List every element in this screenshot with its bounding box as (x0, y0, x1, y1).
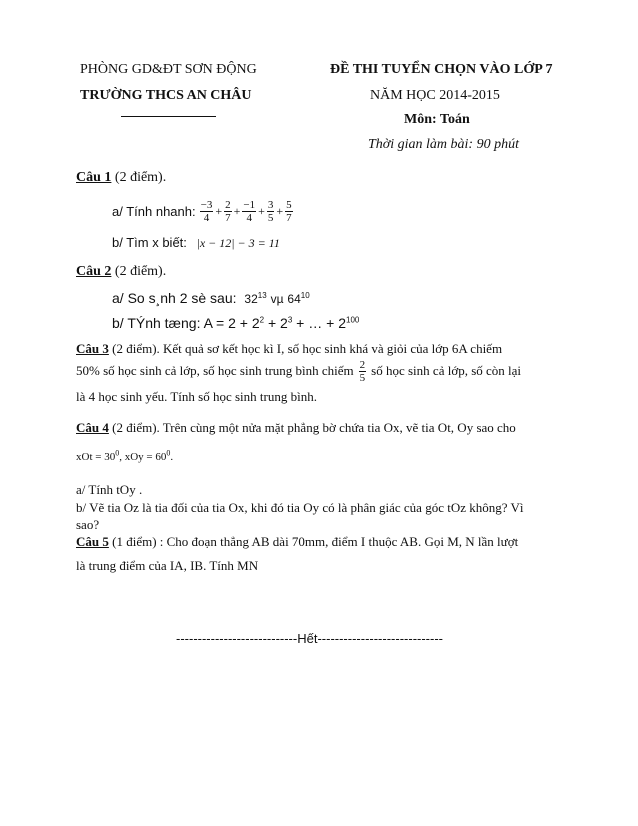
q4-part-b-line1: b/ Vẽ tia Oz là tia đối của tia Ox, khi đó tia Oy có là phân giác của góc tOz không? Vì (76, 500, 524, 515)
exam-time: Thời gian làm bài: 90 phút (368, 137, 519, 152)
q4-title: Câu 4 (76, 420, 109, 435)
fraction: $\frac{-1}{4}$ (243, 198, 256, 224)
exam-title: ĐỀ THI TUYỂN CHỌN VÀO LỚP 7 (330, 62, 553, 77)
q3-line2 (76, 356, 521, 386)
q2-heading (76, 264, 166, 280)
q2-points: (2 điểm). (111, 264, 167, 279)
q3-text2a: 50% số học sinh cả lớp, số học sinh trung bình chiếm (76, 363, 354, 378)
plus-sign: + (276, 203, 284, 218)
fraction: $\frac{5}{7}$ (286, 198, 292, 224)
q1-b-label: b/ Tìm x biết: (112, 235, 187, 250)
q2-a-number1: $32^{13}$ (244, 291, 267, 306)
q3-line3: là 4 học sinh yếu. Tính số học sinh trung bình. (76, 389, 317, 404)
school-year: NĂM HỌC 2014-2015 (370, 88, 500, 103)
q1-title: Câu 1 (76, 170, 112, 185)
q1-points: (2 điểm). (111, 170, 167, 185)
q4-part-b-line2: sao? (76, 517, 100, 532)
subject-line: Môn: Toán (404, 112, 470, 127)
q5-line2: là trung điểm của IA, IB. Tính MN (76, 558, 259, 573)
q2-part-a (112, 290, 310, 306)
q4-angles: xOt = $30^0$, xOy = $60^0$. (76, 448, 174, 463)
q5-text1: (1 điểm) : Cho đoạn thẳng AB dài 70mm, điểm I thuộc AB. Gọi M, N lần lượt (108, 534, 519, 549)
q3-text1: (2 điểm). Kết quả sơ kết học kì I, số học sinh khá và giỏi của lớp 6A chiếm (108, 341, 503, 356)
q1-heading (76, 170, 166, 186)
q4-text1: (2 điểm). Trên cùng một nửa mặt phẳng bờ chứa tia Ox, vẽ tia Ot, Oy sao cho (108, 420, 516, 435)
q3-line1 (76, 341, 502, 357)
fraction: $\frac{2}{7}$ (225, 198, 231, 224)
q5-title: Câu 5 (76, 534, 109, 549)
header-underline (121, 116, 216, 117)
end-dashes-left: ---------------------------- (176, 631, 298, 646)
end-marker (176, 631, 443, 646)
q4-line1 (76, 420, 516, 436)
q1-b-expression: |x − 12| − 3 = 11 (196, 236, 280, 250)
q2-a-conj: vµ (270, 292, 284, 306)
fraction: $\frac{2}{5}$ (359, 358, 366, 384)
q2-part-b: b/ TÝnh tæng: $A = 2 + 2^2 + 2^3$ + … + $2^{100}$ (112, 315, 360, 331)
end-word: Hết (297, 631, 318, 646)
q4-part-a: a/ Tính tOy . (76, 482, 143, 497)
q1-part-b (112, 235, 280, 251)
q3-title: Câu 3 (76, 341, 109, 356)
q1-part-a (112, 196, 293, 226)
subject-label: Môn (404, 112, 432, 127)
q2-a-text: a/ So s¸nh 2 sè sau: (112, 290, 237, 306)
fraction: $\frac{3}{5}$ (267, 198, 274, 224)
plus-sign: + (233, 203, 241, 218)
end-dashes-right: ----------------------------- (317, 631, 443, 646)
q1-expression (200, 199, 293, 224)
q1-a-label: a/ Tính nhanh: (112, 203, 196, 219)
school-name: TRƯỜNG THCS AN CHÂU (80, 88, 252, 103)
q5-line1 (76, 534, 518, 550)
plus-sign: + (258, 203, 265, 218)
dept-name: PHÒNG GD&ĐT SƠN ĐỘNG (80, 62, 257, 77)
q2-title: Câu 2 (76, 264, 112, 279)
subject-value: Toán (439, 112, 470, 127)
q3-text2b: số học sinh cả lớp, số còn lại (371, 363, 522, 378)
fraction: $\frac{-3}{4}$ (200, 198, 213, 224)
plus-sign: + (215, 203, 223, 218)
q2-a-number2: $64^{10}$ (287, 291, 310, 306)
